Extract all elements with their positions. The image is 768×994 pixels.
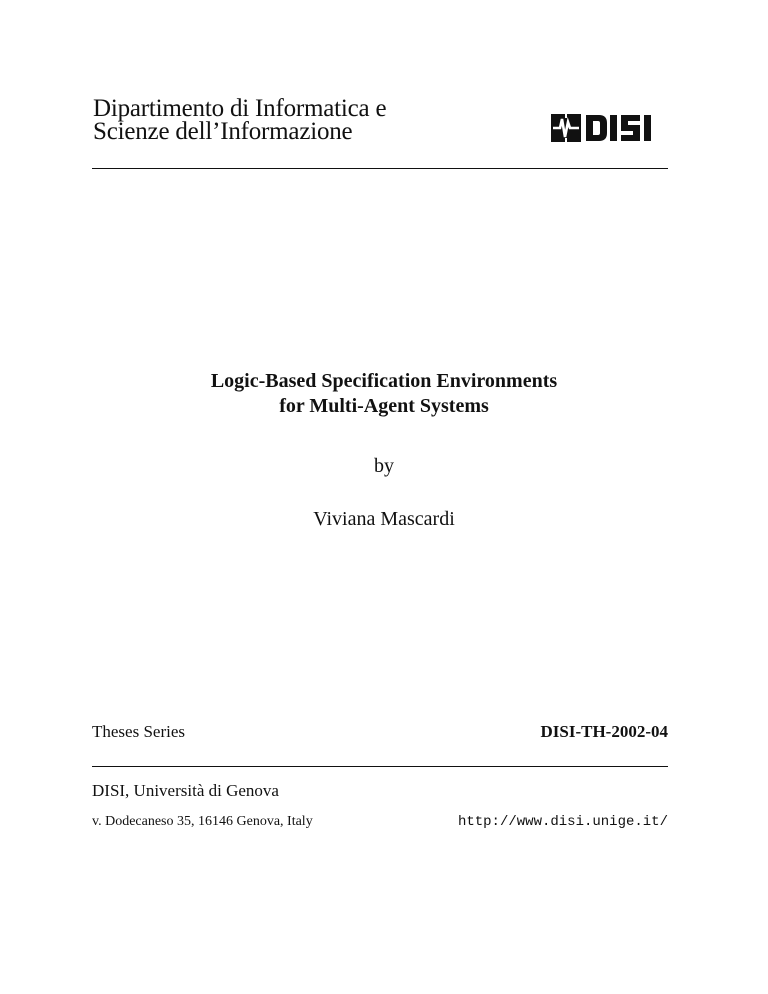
department-name-line-1: Dipartimento di Informatica e (93, 95, 387, 122)
university-name: DISI, Università di Genova (92, 781, 279, 800)
footer-divider (92, 766, 668, 767)
header-divider (92, 168, 668, 169)
disi-wordmark (586, 115, 651, 141)
website-url[interactable]: http://www.disi.unige.it/ (457, 814, 668, 830)
report-number: DISI-TH-2002-04 (540, 722, 668, 741)
thesis-title-line-2: for Multi-Agent Systems (279, 395, 489, 417)
department-name-line-2: Scienze dell’Informazione (93, 118, 353, 145)
by-label: by (374, 455, 394, 477)
postal-address: v. Dodecaneso 35, 16146 Genova, Italy (92, 814, 313, 829)
author-name: Viviana Mascardi (313, 508, 455, 530)
thesis-title-line-1: Logic-Based Specification Environments (210, 370, 558, 392)
disi-logo (551, 112, 667, 144)
series-label: Theses Series (92, 722, 186, 741)
disi-emblem-icon (551, 114, 581, 142)
